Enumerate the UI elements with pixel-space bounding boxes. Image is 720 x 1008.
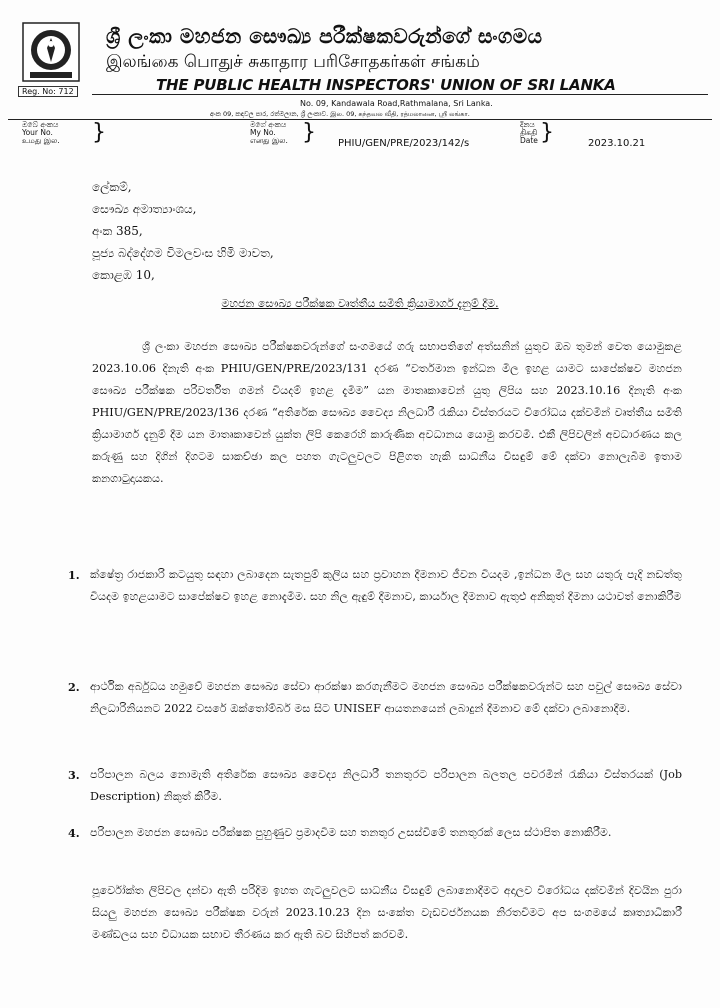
- title-english: THE PUBLIC HEALTH INSPECTORS' UNION OF SRI LANKA: [156, 76, 616, 94]
- title-sinhala: ශ්‍රී ලංකා මහජන සෞඛ්‍ය පරීක්ෂකවරුන්ගේ සංගමය: [106, 24, 543, 48]
- your-no-brace: }: [92, 120, 106, 145]
- my-no-value: PHIU/GEN/PRE/2023/142/s: [338, 138, 470, 149]
- registration-number: Reg. No: 712: [18, 86, 78, 97]
- list-item: [68, 764, 682, 808]
- item-number: 3.: [68, 768, 80, 782]
- recipient-line: කොළඹ 10,: [92, 268, 155, 282]
- union-emblem-icon: [22, 22, 80, 86]
- my-no-brace: }: [302, 120, 316, 145]
- subject-line: [0, 297, 720, 311]
- final-paragraph: පූර්වෝක්ත ලිපිවල දන්වා ඇති පරිදිම ඉහත ගැටලුවලට සාධනීය විසඳුම් ලබානොදීමට අදාලව විරෝධය දක්වමින් දිවයින පුරා සියලු මහජන සෞඛ්‍ය පරීක්ෂක වරුන් 2023.10.23 දින සංකේත වැඩවර්ජනයක නිරතවීමට අප සංගමයේ කෘත්‍යාධිකාරී මණ්ඩලය සහ විධායක සභාව තීරණය කර ඇති බව සිහිපත් කරවමි.: [92, 884, 682, 941]
- item-number: 1.: [68, 568, 80, 582]
- list-item: [68, 676, 682, 720]
- recipient-line: පූජ්‍ය බද්දේගම විමලවංස හිමි මාවත,: [92, 246, 274, 260]
- item-number: 4.: [68, 826, 80, 840]
- item-number: 2.: [68, 680, 80, 694]
- date-value: 2023.10.21: [588, 138, 646, 149]
- recipient-line: ලේකම්,: [92, 180, 132, 194]
- paragraph-1: ශ්‍රී ලංකා මහජන සෞඛ්‍ය පරීක්ෂකවරුන්ගේ සංගමයේ ගරු සභාපතිගේ අත්සනින් යුතුව ඔබ තුමන් වෙත යොමුකළ 2023.10.06 දිනැති අංක PHIU/GEN/PRE/2023/131 දරණ “වර්තමාන ඉන්ධන මිල ඉහළ යාමට සාපේක්ෂව මහජන සෞඛ්‍ය පරීක්ෂක පරිවර්තිත ගමන් වියදම් ඉහළ දැමීම” යන මාතෘකාවෙන් යුතු ලිපිය සහ 2023.10.16 දිනැති අංක PHIU/GEN/PRE/2023/136 දරණ “අතිරේක සෞඛ්‍ය වෛද්‍ය නිලධාරී රැකියා විස්තරයට විරෝධය දක්වමින් වෘත්තීය සමිති ක්‍රියාමාර්ග දැනුම් දීම යන මාතෘකාවෙන් යුක්ත ලිපි කෙරෙහි කාරුණික අවධානය යොමු කරවමි. එකී ලිපිවලින් අවධාරණය කල කරුණු සහ දිගින් දිගටම සාකච්ඡා කල පහත ගැටලුවලට පිළිගත හැකි සාධනීය විසඳුම් මේ දක්වා නොලැබීම ඉතාම කනගාටුදායකය.: [92, 340, 682, 485]
- your-no-label: ඔබේ අංකය Your No. உமது இல.: [22, 120, 60, 145]
- date-label: දිනය திகதி Date: [520, 120, 538, 145]
- recipient-line: සෞඛ්‍ය අමාත්‍යාංශය,: [92, 202, 197, 216]
- list-item: [68, 822, 682, 844]
- header-divider: [92, 94, 708, 95]
- item-text: ආර්ථික අර්බුධය හමුවේ මහජන සෞඛ්‍ය සේවා ආරක්ෂා කරගැනීමට මහජන සෞඛ්‍ය පරීක්ෂකවරුන්ට සහ පවුල් සෞඛ්‍ය සේවා නිලධාරිනියනට 2022 වසරේ ඔක්තෝම්බර් මස සිට UNISEF ආයතනයෙන් ලබාදුන් දීමනාව මේ දක්වා ලබානොදීම.: [90, 680, 682, 715]
- item-text: පරිපාලන මහජන සෞඛ්‍ය පරීක්ෂක පුහුණුව ප්‍රමාදවීම සහ තනතුර උසස්වීමේ තනතුරක් ලෙස ස්ථාපිත නොකිරීම.: [90, 826, 612, 839]
- item-text: පරිපාලන බලය නොමැති අතිරේක සෞඛ්‍ය වෛද්‍ය නිලධාරී තනතුරට පරිපාලන බලතල පවරමින් රැකියා විස්තරයක් (Job Description) නිකුත් කිරීම.: [90, 768, 682, 803]
- title-tamil: இலங்கை பொதுச் சுகாதார பரிசோதகர்கள் சங்கம்: [106, 52, 480, 72]
- recipient-address: [92, 176, 274, 286]
- list-item: [68, 564, 682, 608]
- address-english: No. 09, Kandawala Road,Rathmalana, Sri Lanka.: [300, 99, 493, 108]
- date-brace: }: [540, 120, 554, 145]
- recipient-line: අංක 385,: [92, 224, 143, 238]
- reference-divider: [8, 119, 712, 120]
- address-multilingual: අංක 09, කඳවල පාර, රත්මලාන, ශ්‍රී ලංකාව. இல. 09, கந்தவல வீதி, ரத்மலானை, ஸ்ரீ லங்கா.: [210, 110, 470, 118]
- subject-text: මහජන සෞඛ්‍ය පරීක්ෂක වෘත්තීය සමිති ක්‍රියාමාර්ග දැනුම් දීම.: [221, 297, 499, 310]
- my-no-label: මගේ අංකය My No. எனது இல.: [250, 120, 288, 145]
- item-text: ක්ෂේත්‍ර රාජකාරි කටයුතු සඳහා ලබාදෙන සැතපුම් කුලිය සහ ප්‍රවාහන දීමනාව ජීවන වියදම ,ඉන්ධන මිල සහ යතුරු පැදි නඩත්තු වියදම ඉහළයාමට සාපේක්ෂව ඉහළ නොදැමීම. සහ නිල ඇඳුම් දීමනාව, කාර්යාල දීමනාව ඇතුළු අනිකුත් දීමනා යථාවත් නොකිරීම: [90, 568, 682, 603]
